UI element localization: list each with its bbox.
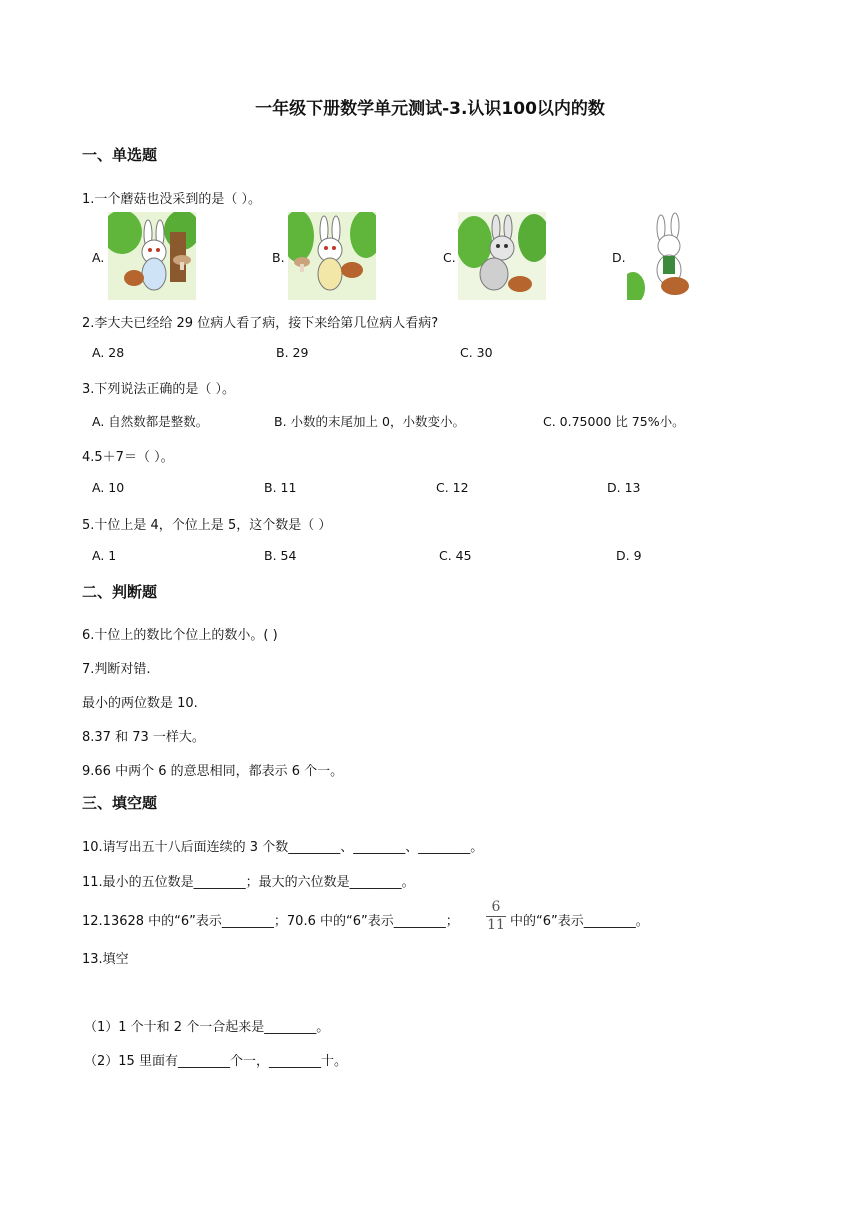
question-8: 8.37 和 73 一样大。	[82, 730, 205, 745]
q1-option-c-label: C.	[443, 250, 456, 265]
rabbit-picture-d	[627, 212, 715, 300]
question-11: 11.最小的五位数是________；最大的六位数是________。	[82, 875, 415, 890]
fraction-denominator: 11	[487, 917, 505, 933]
question-3: 3.下列说法正确的是（ ）。	[82, 382, 236, 397]
question-9: 9.66 中两个 6 的意思相同，都表示 6 个一。	[82, 764, 344, 779]
question-12-part-2: 中的“6”表示________。	[510, 914, 649, 929]
q5-option-d: D. 9	[616, 548, 642, 563]
fraction	[486, 900, 506, 933]
q4-option-b: B. 11	[264, 480, 297, 495]
q2-option-a: A. 28	[92, 345, 125, 360]
q3-option-a: A. 自然数都是整数。	[92, 414, 209, 429]
question-13-sub-1: （1）1 个十和 2 个一合起来是________。	[84, 1020, 330, 1035]
fraction-numerator: 6	[491, 899, 501, 915]
rabbit-picture-a	[108, 212, 196, 300]
q3-option-b: B. 小数的末尾加上 0，小数变小。	[274, 414, 465, 429]
question-12-part-1: 12.13628 中的“6”表示________；70.6 中的“6”表示________；	[82, 914, 459, 929]
question-7: 7.判断对错.	[82, 662, 151, 677]
question-6: 6.十位上的数比个位上的数小。( )	[82, 628, 278, 643]
q2-option-c: C. 30	[460, 345, 493, 360]
q5-option-a: A. 1	[92, 548, 117, 563]
q3-option-c: C. 0.75000 比 75%小。	[543, 414, 685, 429]
rabbit-picture-b	[288, 212, 376, 300]
section-heading-true-false: 二、判断题	[82, 583, 158, 601]
question-13-sub-2: （2）15 里面有________个一，________十。	[84, 1054, 347, 1069]
q4-option-a: A. 10	[92, 480, 125, 495]
question-1: 1.一个蘑菇也没采到的是（ ）。	[82, 192, 262, 207]
q1-option-d-label: D.	[612, 250, 626, 265]
question-10: 10.请写出五十八后面连续的 3 个数________、________、________。	[82, 840, 484, 855]
q1-option-b-label: B.	[272, 250, 285, 265]
section-heading-single-choice: 一、单选题	[82, 146, 158, 164]
section-heading-fill-in: 三、填空题	[82, 794, 158, 812]
question-13: 13.填空	[82, 952, 129, 967]
question-2: 2.李大夫已经给 29 位病人看了病，接下来给第几位病人看病?	[82, 316, 439, 331]
q4-option-d: D. 13	[607, 480, 641, 495]
question-5: 5.十位上是 4，个位上是 5，这个数是（ ）	[82, 518, 332, 533]
q5-option-b: B. 54	[264, 548, 297, 563]
page-title: 一年级下册数学单元测试-3.认识100以内的数	[255, 99, 605, 119]
q1-option-a-label: A.	[92, 250, 105, 265]
q2-option-b: B. 29	[276, 345, 309, 360]
q5-option-c: C. 45	[439, 548, 472, 563]
rabbit-picture-c	[458, 212, 546, 300]
q4-option-c: C. 12	[436, 480, 469, 495]
question-7-statement: 最小的两位数是 10.	[82, 696, 198, 711]
question-4: 4.5＋7＝（ ）。	[82, 450, 174, 465]
